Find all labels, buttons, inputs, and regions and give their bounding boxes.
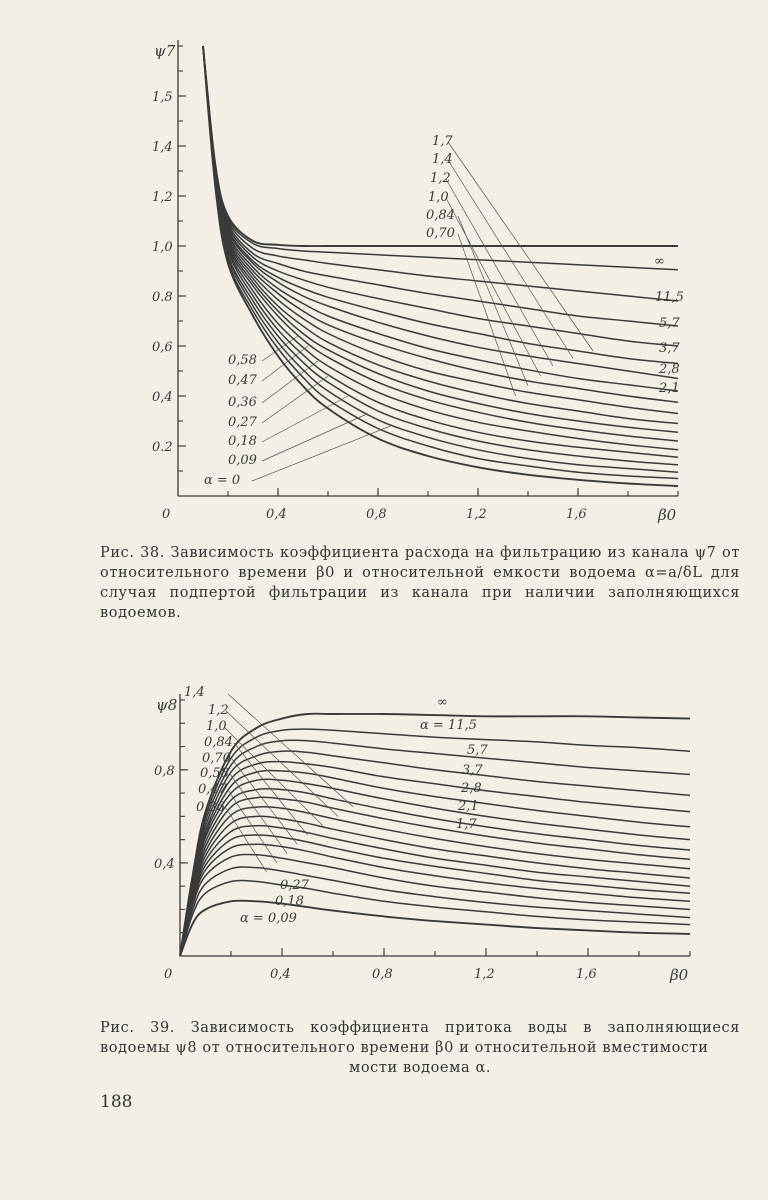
series-label: α = 0,09 bbox=[240, 911, 297, 926]
series-line bbox=[203, 46, 678, 326]
label-leader-line bbox=[458, 234, 516, 396]
series-label: 0,18 bbox=[228, 434, 257, 449]
y-tick-label: 0.2 bbox=[152, 440, 173, 455]
series-label: 0,84 bbox=[204, 735, 233, 750]
figure-39-caption-main: Рис. 39. Зависимость коэффициента притока воды в заполняющиеся водоемы ψ8 от относительного времени β0 и относительной вместимости bbox=[100, 1020, 740, 1056]
y-tick-label: 0.8 bbox=[152, 290, 173, 305]
x-tick-label: 0,8 bbox=[366, 507, 387, 522]
x-tick-label: 1,6 bbox=[566, 507, 587, 522]
series-label: ∞ bbox=[437, 695, 448, 710]
series-line bbox=[180, 855, 690, 956]
x-tick-label: 1,6 bbox=[576, 967, 597, 982]
series-label: α = 11,5 bbox=[420, 718, 477, 733]
series-label: 1,4 bbox=[432, 152, 453, 167]
y-axis-name: ψ8 bbox=[156, 696, 178, 714]
series-label: 1,4 bbox=[184, 685, 205, 700]
series-label: 5,7 bbox=[467, 743, 488, 758]
series-label: α = 0 bbox=[204, 473, 241, 488]
y-axis-name: ψ7 bbox=[154, 42, 176, 60]
series-label: 11,5 bbox=[655, 290, 684, 305]
label-leader-line bbox=[234, 743, 308, 835]
label-leader-line bbox=[458, 216, 528, 386]
series-label: 0,47 bbox=[228, 373, 257, 388]
figure-39-caption bbox=[100, 1018, 740, 1078]
x-tick-label: 0,4 bbox=[270, 967, 291, 982]
series-label: 3,7 bbox=[462, 763, 483, 778]
series-label: 1,0 bbox=[206, 719, 227, 734]
label-leader-line bbox=[262, 396, 348, 442]
series-label: 5,7 bbox=[659, 316, 680, 331]
x-tick-label: 1,2 bbox=[466, 507, 487, 522]
x-tick-label: 0,8 bbox=[372, 967, 393, 982]
y-tick-label: 0,4 bbox=[152, 390, 173, 405]
label-leader-line bbox=[230, 774, 287, 854]
series-label: ∞ bbox=[654, 254, 665, 269]
series-line bbox=[180, 844, 690, 956]
x-tick-label: 0 bbox=[162, 507, 171, 522]
y-tick-label: 0,6 bbox=[152, 340, 173, 355]
y-tick-label: 1,2 bbox=[152, 190, 173, 205]
series-label: 1,7 bbox=[432, 134, 453, 149]
series-label: 1,0 bbox=[428, 190, 449, 205]
y-tick-label: 0,8 bbox=[154, 763, 175, 779]
x-axis-name: β0 bbox=[658, 506, 677, 524]
page-number: 188 bbox=[100, 1092, 133, 1112]
series-label: 0,27 bbox=[280, 878, 309, 893]
x-tick-label: 0 bbox=[164, 967, 173, 982]
series-label: 2,1 bbox=[458, 799, 479, 814]
series-label: 0,09 bbox=[228, 453, 257, 468]
x-tick-label: 1,2 bbox=[474, 967, 495, 982]
series-line bbox=[203, 46, 678, 472]
chart-fig39 bbox=[0, 670, 768, 990]
series-label: 0,36 bbox=[196, 800, 225, 815]
series-line bbox=[203, 46, 678, 457]
figure-39-caption-last: мости водоема α. bbox=[348, 1060, 492, 1076]
y-tick-label: 0,4 bbox=[154, 856, 175, 872]
series-label: 2,8 bbox=[659, 362, 680, 377]
series-label: 2,1 bbox=[659, 381, 680, 396]
series-label: 0,70 bbox=[202, 751, 231, 766]
series-label: 0,70 bbox=[426, 226, 455, 241]
series-label: 0,47 bbox=[198, 782, 227, 797]
figure-38-caption: Рис. 38. Зависимость коэффициента расхода на фильтрацию из канала ψ7 от относительного времени β0 и относительной емкости водоема α=a/δL для случая подпертой фильтрации из канала при наличии заполняющихся водоемов. bbox=[100, 545, 740, 621]
series-label: 1,7 bbox=[456, 817, 477, 832]
series-label: 0,18 bbox=[275, 894, 304, 909]
series-line bbox=[180, 901, 690, 956]
series-label: 0,27 bbox=[228, 415, 257, 430]
series-label: 3,7 bbox=[659, 341, 680, 356]
y-tick-label: 1,0 bbox=[152, 240, 173, 255]
series-label: 0,36 bbox=[228, 395, 257, 410]
series-label: 0,58 bbox=[200, 766, 229, 781]
series-label: 1,2 bbox=[208, 703, 229, 718]
series-line bbox=[180, 826, 690, 956]
x-axis-name: β0 bbox=[670, 966, 689, 984]
series-label: 0,84 bbox=[426, 208, 455, 223]
series-label: 1,2 bbox=[430, 171, 451, 186]
label-leader-line bbox=[262, 414, 368, 462]
series-label: 2,8 bbox=[461, 781, 482, 796]
y-tick-label: 1,5 bbox=[152, 90, 173, 105]
label-leader-line bbox=[446, 198, 541, 376]
series-label: 0,58 bbox=[228, 353, 257, 368]
chart-fig38 bbox=[0, 30, 768, 530]
series-line bbox=[203, 46, 678, 402]
x-tick-label: 0,4 bbox=[266, 507, 287, 522]
y-tick-label: 1,4 bbox=[152, 140, 173, 155]
